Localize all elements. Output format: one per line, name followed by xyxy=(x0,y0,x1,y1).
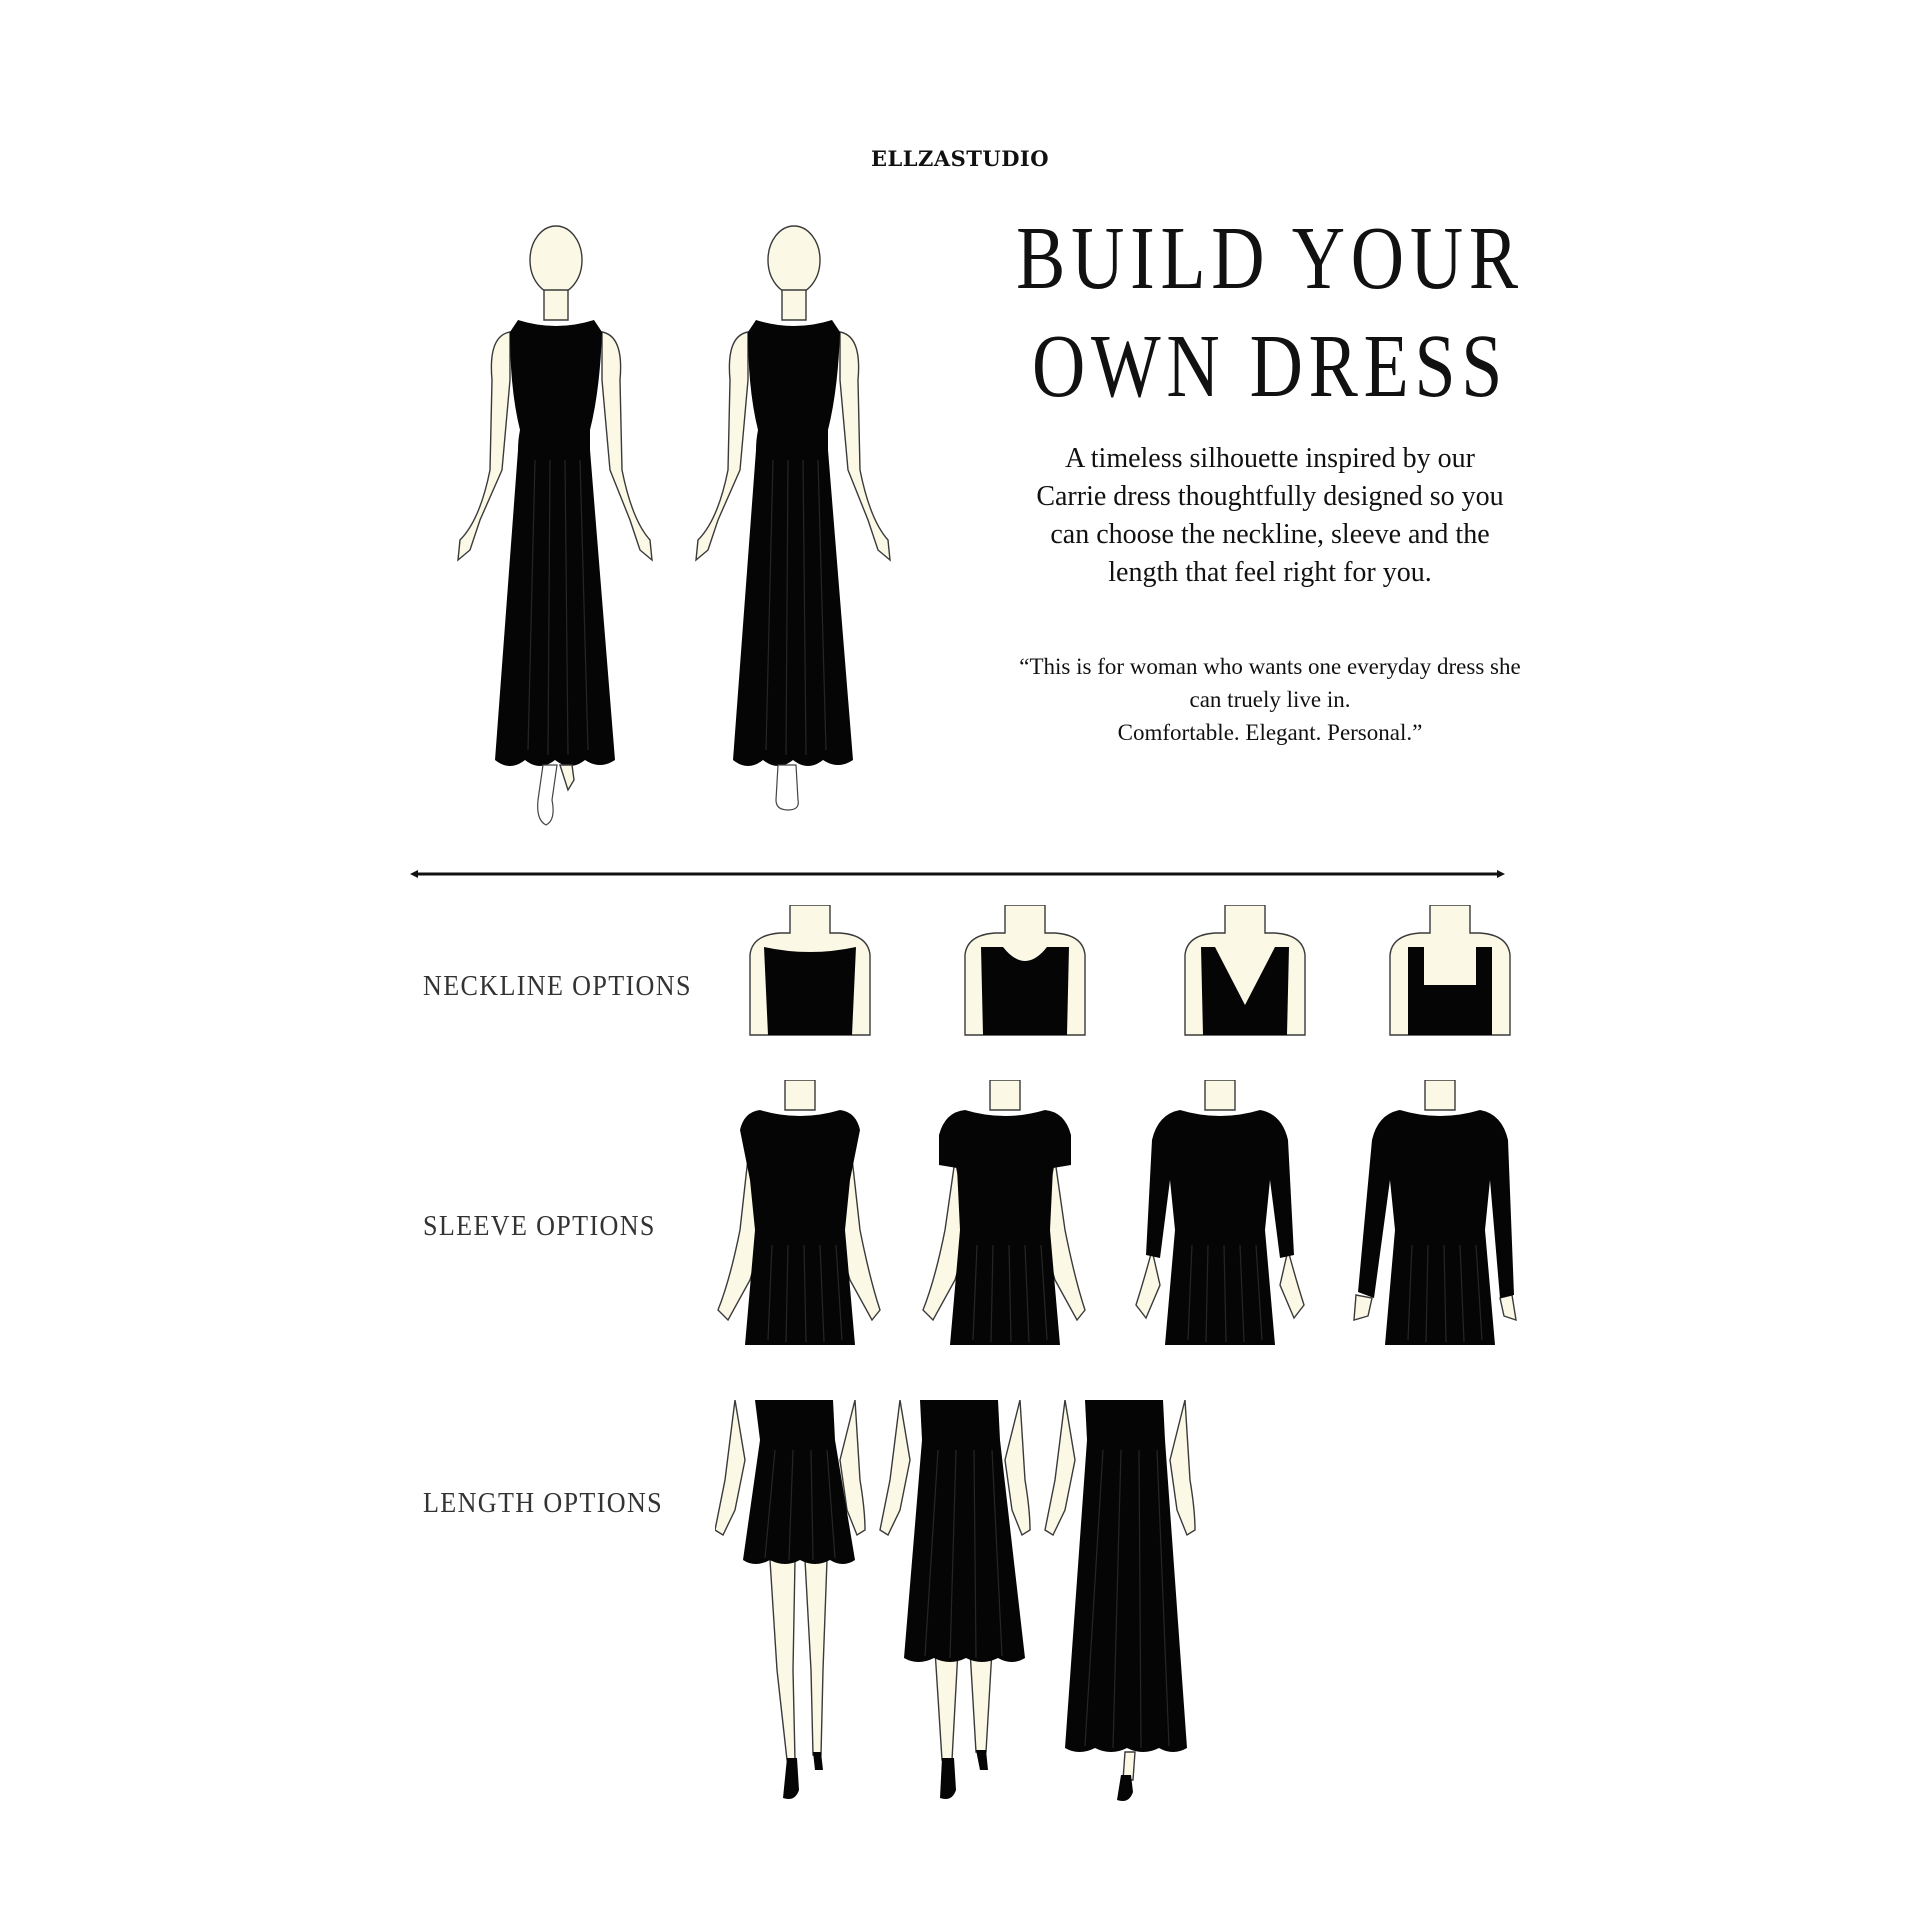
v-neckline[interactable] xyxy=(1185,905,1305,1035)
neckline-options-label: NECKLINE OPTIONS xyxy=(423,970,692,1002)
intro-line: can choose the neckline, sleeve and the xyxy=(1050,519,1490,550)
boat-neckline xyxy=(750,905,870,1035)
long-sleeve[interactable] xyxy=(1354,1080,1516,1345)
intro-line: Carrie dress thoughtfully designed so you xyxy=(1036,481,1504,512)
section-divider xyxy=(410,868,1505,880)
sleeve-options-label: SLEEVE OPTIONS xyxy=(423,1210,656,1242)
intro-line: length that feel right for you. xyxy=(1108,557,1432,588)
quote xyxy=(980,650,1560,749)
length-options-label: LENGTH OPTIONS xyxy=(423,1487,664,1519)
front-view-figure xyxy=(458,226,652,825)
brand-name: ELLZASTUDIO xyxy=(870,146,1050,171)
length-options-row xyxy=(715,1400,1215,1810)
short-sleeve[interactable] xyxy=(923,1080,1085,1345)
hero-illustration xyxy=(440,220,920,840)
quote-line: “This is for woman who wants one everyday dress she xyxy=(1019,654,1521,679)
title-line-2: OWN DRESS xyxy=(1031,317,1509,416)
maxi-length[interactable] xyxy=(1045,1400,1195,1801)
intro-line: A timeless silhouette inspired by our xyxy=(1065,443,1475,474)
intro-paragraph xyxy=(990,440,1550,592)
round-neckline[interactable] xyxy=(965,905,1085,1035)
neckline-options-row xyxy=(740,905,1520,1040)
sleeve-options-row xyxy=(710,1080,1520,1350)
square-neckline[interactable] xyxy=(1390,905,1510,1035)
quote-line: Comfortable. Elegant. Personal.” xyxy=(1117,720,1423,745)
back-view-figure xyxy=(696,226,890,810)
knee-length[interactable] xyxy=(715,1400,865,1799)
cap-sleeve[interactable] xyxy=(718,1080,880,1345)
title-line-1: BUILD YOUR xyxy=(1016,209,1524,308)
midi-length[interactable] xyxy=(880,1400,1030,1799)
three-quarter-sleeve[interactable] xyxy=(1136,1080,1304,1345)
quote-line: can truely live in. xyxy=(1189,687,1351,712)
page-title xyxy=(960,205,1580,421)
